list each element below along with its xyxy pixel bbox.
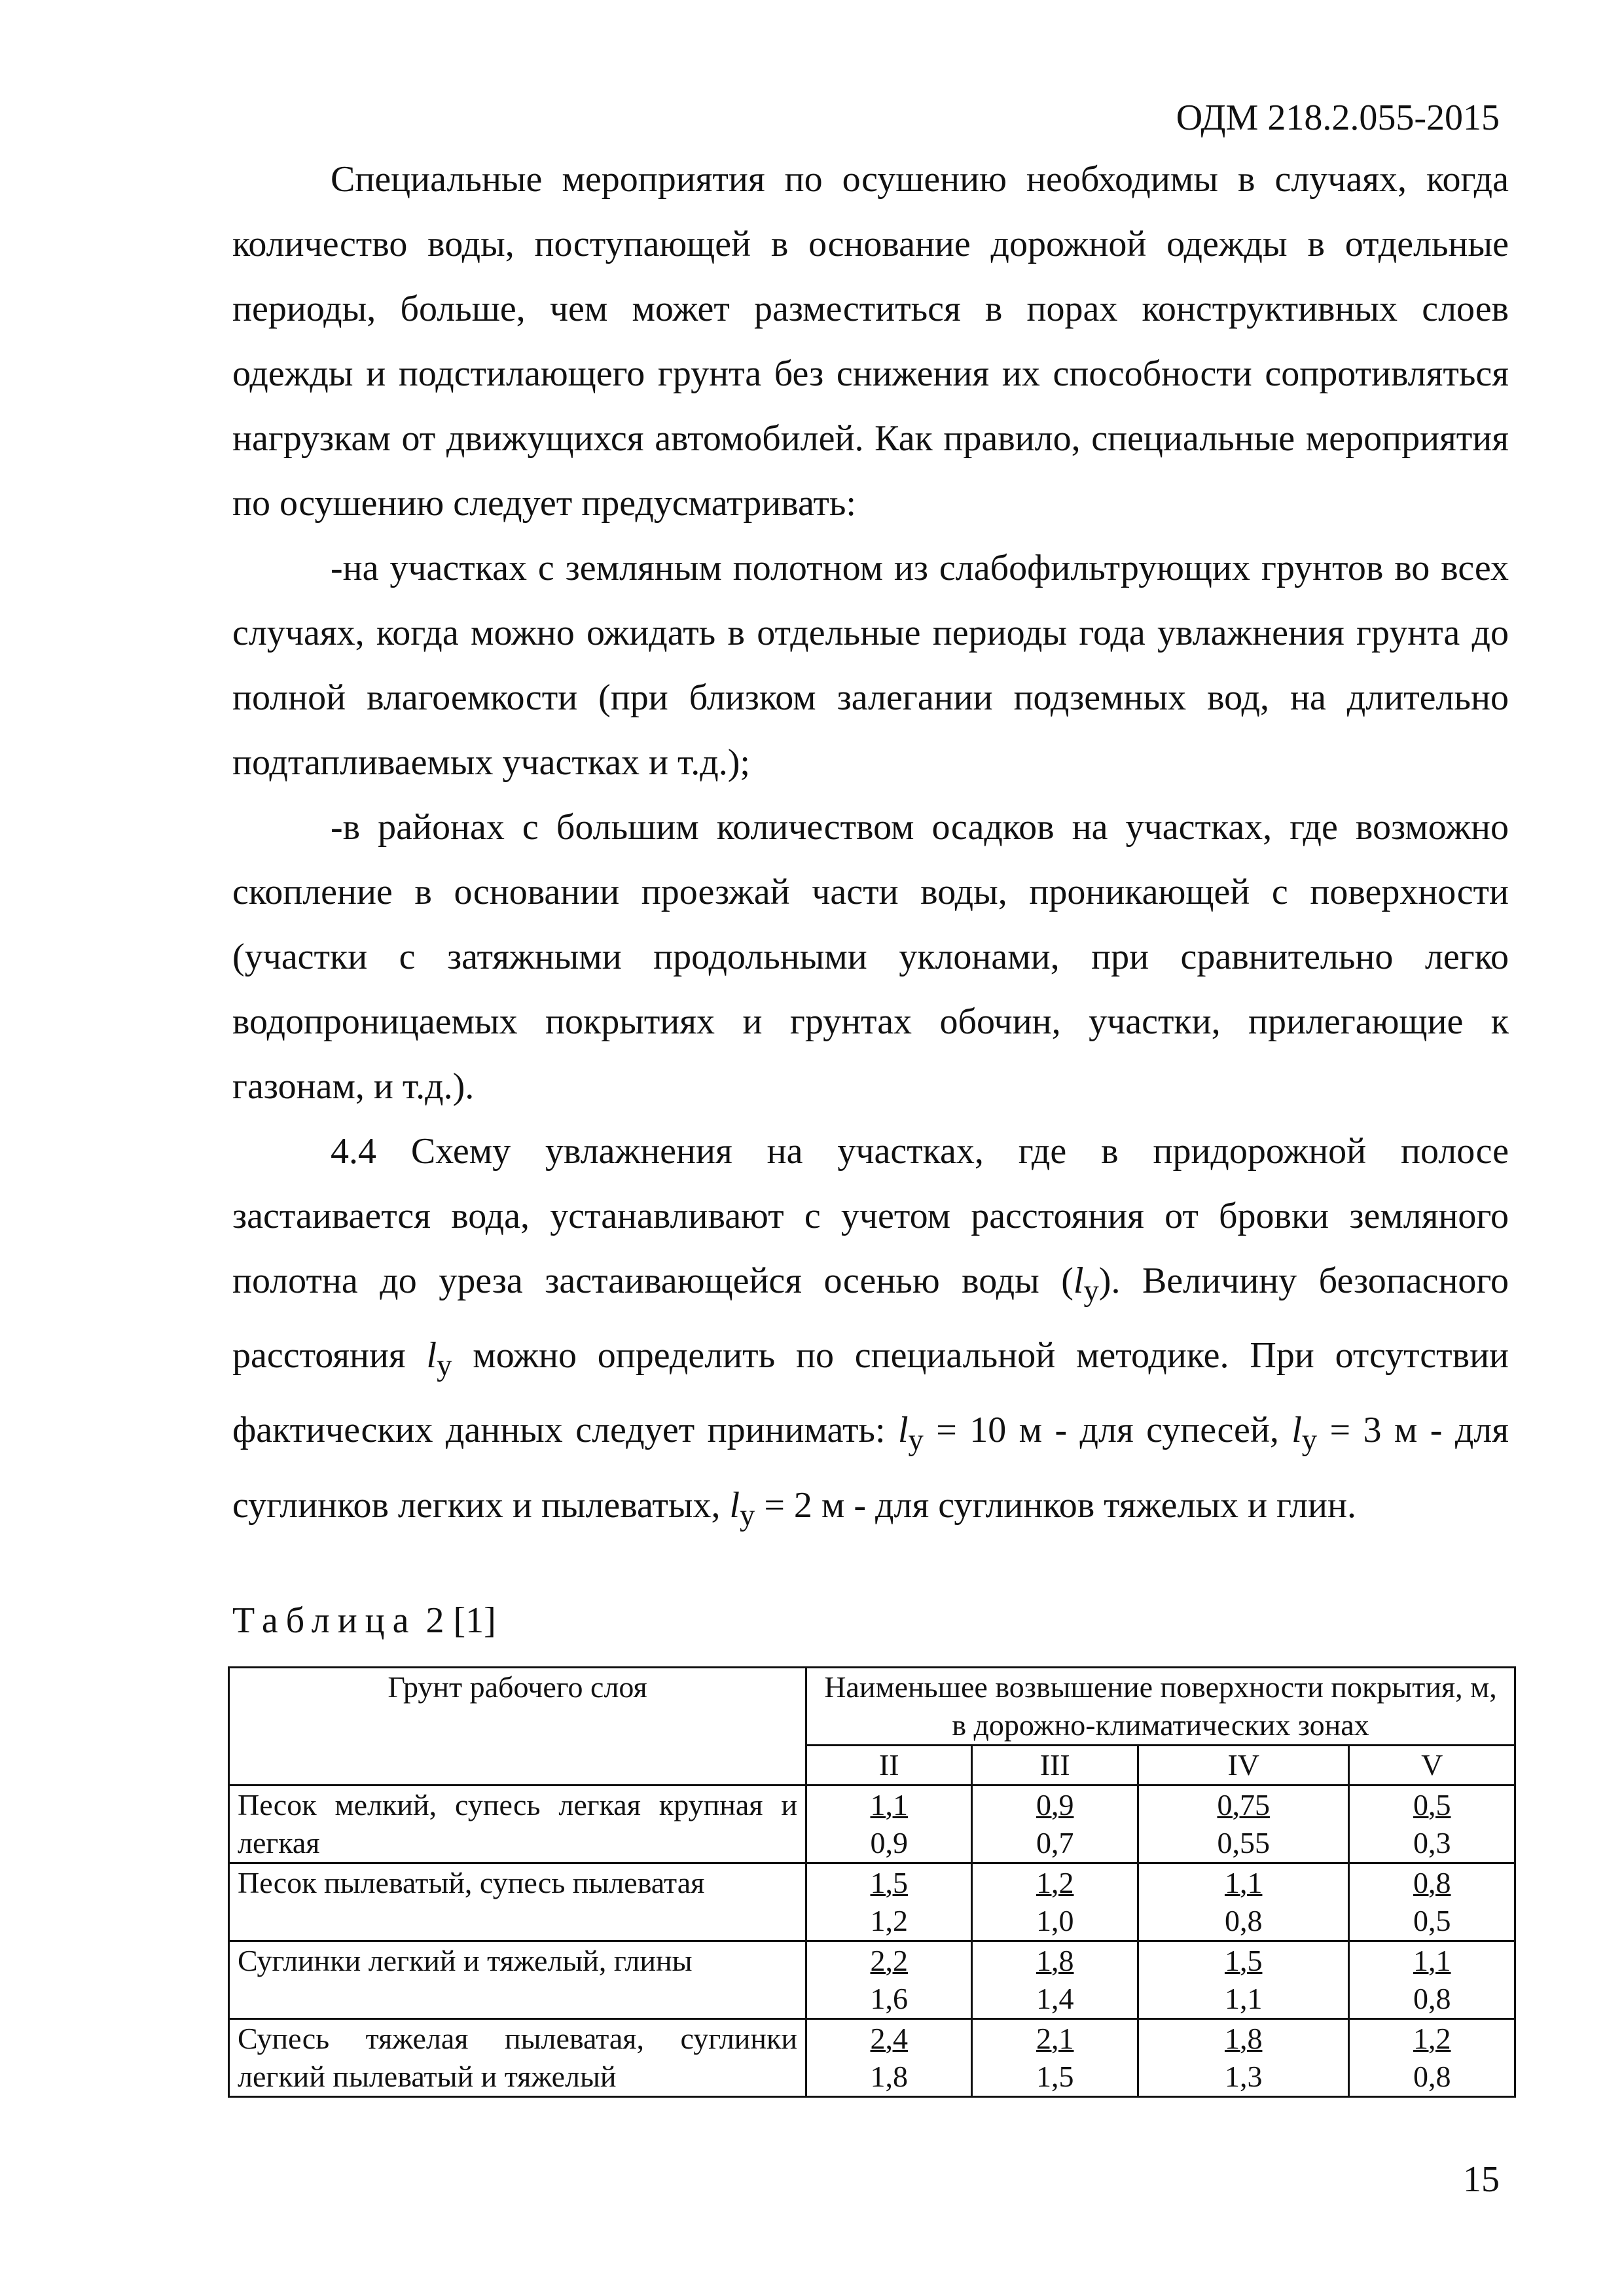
value-cell xyxy=(806,1863,972,1941)
value-cell xyxy=(806,1941,972,2019)
paragraph-text: ). Величину безопасного расстояния xyxy=(232,1261,1509,1376)
value-numerator: 0,75 xyxy=(1217,1788,1270,1821)
value-numerator: 1,5 xyxy=(1224,1944,1263,1977)
soil-cell: Суглинки легкий и тяжелый, глины xyxy=(229,1941,806,2019)
value-denominator: 1,8 xyxy=(870,2060,908,2093)
paragraph-4-4 xyxy=(232,1119,1509,1548)
value-cell xyxy=(972,2019,1138,2097)
symbol-subscript: y xyxy=(740,1498,755,1532)
paragraph: -на участках с земляным полотном из слабофильтрующих грунтов во всех случаях, когда можно ожидать в отдельные периоды года увлажнения грунта до полной влагоемкости (при близком залегании подземных вод, на длительно подтапливаемых участках и т.д.); xyxy=(232,548,1509,783)
value-cell xyxy=(806,1785,972,1863)
symbol-subscript: y xyxy=(437,1348,452,1383)
value-cell xyxy=(972,1941,1138,2019)
value-cell xyxy=(1138,1785,1348,1863)
value-denominator: 0,8 xyxy=(1413,2060,1451,2093)
paragraph-text: = 10 м - для супесей, xyxy=(923,1410,1292,1451)
page-number: 15 xyxy=(1463,2159,1500,2200)
value-denominator: 1,1 xyxy=(1224,1982,1263,2015)
value-denominator: 1,0 xyxy=(1036,1904,1074,1937)
value-cell xyxy=(806,2019,972,2097)
value-numerator: 1,2 xyxy=(1036,1866,1074,1899)
value-cell xyxy=(972,1785,1138,1863)
symbol-l: l xyxy=(1291,1410,1302,1451)
table-caption-word: Таблица xyxy=(232,1600,417,1641)
symbol-subscript: y xyxy=(1301,1423,1318,1458)
value-cell xyxy=(1138,1863,1348,1941)
table-row xyxy=(229,1863,1515,1941)
value-numerator: 0,9 xyxy=(1036,1788,1074,1821)
value-denominator: 0,7 xyxy=(1036,1826,1074,1859)
symbol-subscript: y xyxy=(1083,1274,1099,1308)
paragraph: -в районах с большим количеством осадков на участках, где возможно скопление в основании проезжай части воды, проникающей с поверхности (участки с затяжными продольными уклонами, при сравнительно легко водопроницаемых покрытиях и грунтах обочин, участки, прилегающие к газонам, и т.д.). xyxy=(232,807,1509,1107)
soil-cell: Супесь тяжелая пылеватая, суглинки легкий пылеватый и тяжелый xyxy=(229,2019,806,2097)
value-numerator: 0,5 xyxy=(1413,1788,1451,1821)
value-numerator: 2,1 xyxy=(1036,2022,1074,2055)
zone-header: V xyxy=(1349,1746,1515,1785)
paragraph-text: = 3 м - для суглинков легких и пылеватых, xyxy=(232,1410,1509,1526)
value-denominator: 0,9 xyxy=(870,1826,908,1859)
value-numerator: 1,1 xyxy=(1413,1944,1451,1977)
symbol-l: l xyxy=(426,1335,437,1376)
paragraph-text: = 2 м - для суглинков тяжелых и глин. xyxy=(755,1484,1356,1526)
table-caption-number: 2 [1] xyxy=(416,1600,496,1641)
value-cell xyxy=(1349,1863,1515,1941)
value-denominator: 1,2 xyxy=(870,1904,908,1937)
table-row xyxy=(229,2019,1515,2097)
value-denominator: 1,6 xyxy=(870,1982,908,2015)
value-denominator: 1,3 xyxy=(1224,2060,1263,2093)
value-numerator: 2,2 xyxy=(870,1944,908,1977)
paragraph-text: 4.4 Схему увлажнения на участках, где в придорожной полосе застаивается вода, устанавливают с учетом расстояния от бровки земляного полотна до уреза застаивающейся осенью воды ( xyxy=(232,1131,1509,1301)
body-text xyxy=(232,147,1509,1548)
value-denominator: 0,8 xyxy=(1413,1982,1451,2015)
paragraph-text: можно определить по специальной методике. При отсутствии фактических данных следует принимать: xyxy=(232,1335,1509,1451)
value-denominator: 0,3 xyxy=(1413,1826,1451,1859)
value-numerator: 1,5 xyxy=(870,1866,908,1899)
table-caption xyxy=(232,1594,496,1647)
soil-cell: Песок мелкий, супесь легкая крупная и легкая xyxy=(229,1785,806,1863)
zone-header: II xyxy=(806,1746,972,1785)
table-row xyxy=(229,1941,1515,2019)
value-numerator: 1,2 xyxy=(1413,2022,1451,2055)
zone-header: III xyxy=(972,1746,1138,1785)
value-denominator: 0,8 xyxy=(1224,1904,1263,1937)
value-numerator: 2,4 xyxy=(870,2022,908,2055)
column-header-elevation: Наименьшее возвышение поверхности покрытия, м, в дорожно-климатических зонах xyxy=(806,1668,1515,1746)
symbol-subscript: y xyxy=(908,1423,924,1458)
value-cell xyxy=(1138,2019,1348,2097)
paragraph: Специальные мероприятия по осушению необходимы в случаях, когда количество воды, поступающей в основание дорожной одежды в отдельные периоды, больше, чем может разместиться в порах конструктивных слоев одежды и подстилающего грунта без снижения их способности сопротивляться нагрузкам от движущихся автомобилей. Как правило, специальные мероприятия по осушению следует предусматривать: xyxy=(232,159,1509,524)
value-numerator: 1,8 xyxy=(1036,1944,1074,1977)
soil-cell: Песок пылеватый, супесь пылеватая xyxy=(229,1863,806,1941)
symbol-l: l xyxy=(1073,1261,1084,1301)
value-denominator: 0,55 xyxy=(1217,1826,1270,1859)
value-numerator: 1,8 xyxy=(1224,2022,1263,2055)
zone-header: IV xyxy=(1138,1746,1348,1785)
value-denominator: 1,5 xyxy=(1036,2060,1074,2093)
value-denominator: 0,5 xyxy=(1413,1904,1451,1937)
symbol-l: l xyxy=(897,1410,909,1451)
value-cell xyxy=(1349,1785,1515,1863)
value-cell xyxy=(1349,1941,1515,2019)
value-cell xyxy=(1349,2019,1515,2097)
table-row xyxy=(229,1785,1515,1863)
value-numerator: 1,1 xyxy=(1224,1866,1263,1899)
document-code: ОДМ 218.2.055-2015 xyxy=(1176,98,1500,138)
value-numerator: 0,8 xyxy=(1413,1866,1451,1899)
value-cell xyxy=(972,1863,1138,1941)
value-cell xyxy=(1138,1941,1348,2019)
symbol-l: l xyxy=(729,1484,740,1526)
value-denominator: 1,4 xyxy=(1036,1982,1074,2015)
value-numerator: 1,1 xyxy=(870,1788,908,1821)
column-header-soil: Грунт рабочего слоя xyxy=(229,1668,806,1785)
elevation-table xyxy=(228,1666,1516,2098)
